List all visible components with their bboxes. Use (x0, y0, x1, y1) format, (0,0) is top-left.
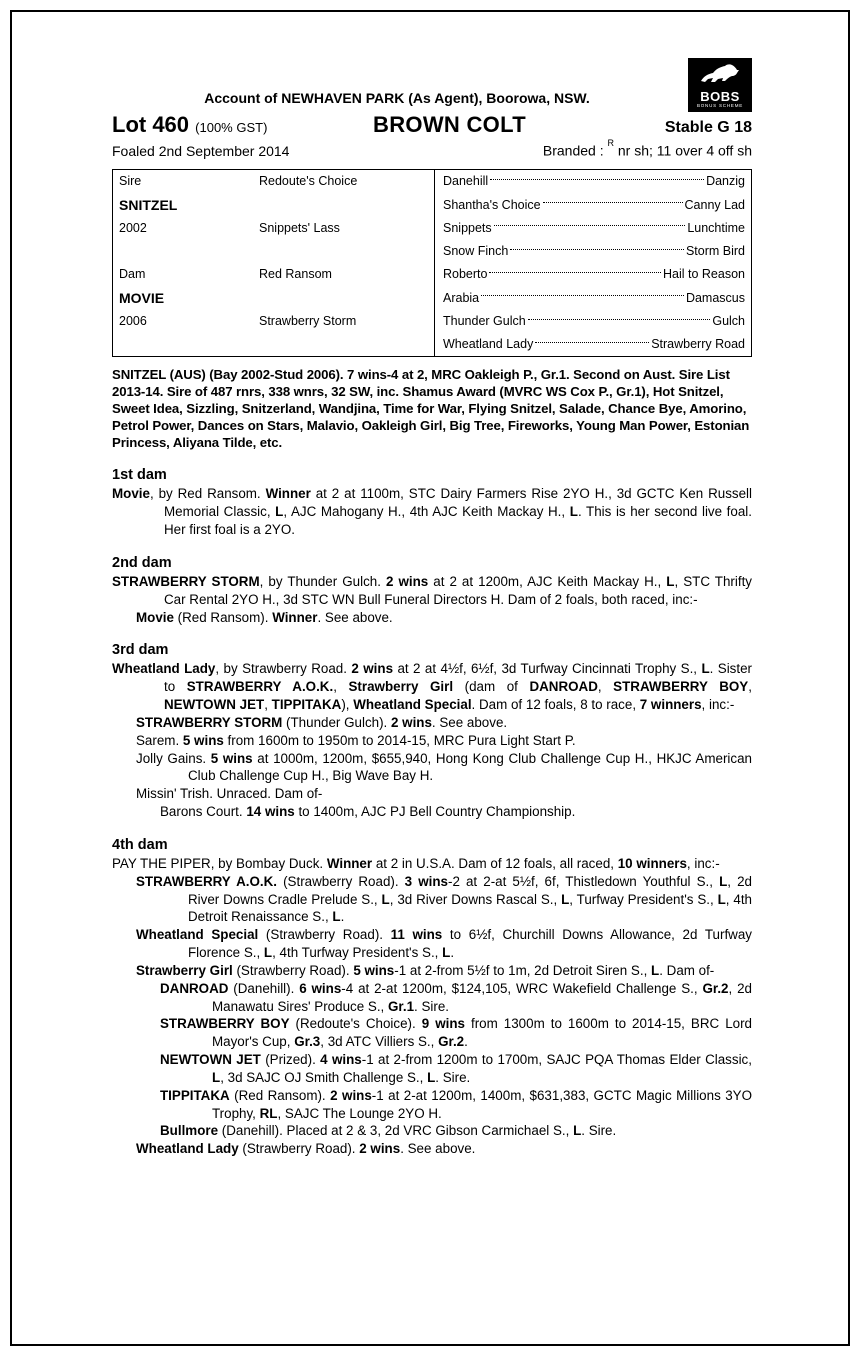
pedigree-row (435, 216, 751, 239)
page-content (112, 48, 752, 1158)
section-heading-1st-dam: 1st dam (112, 467, 167, 484)
pedigree-line: STRAWBERRY A.O.K. (Strawberry Road). 3 wins-2 at 2-at 5½f, 6f, Thistledown Youthful S., L, 2d River Downs Cradle Prelude S., L, 3d River Downs Rascal S., L, Turfway President's S., L, 4th Detroit Renaissance S., L. (136, 873, 752, 925)
great-grandparent-name: Lunchtime (687, 220, 745, 235)
pedigree-line: Sarem. 5 wins from 1600m to 1950m to 2014-15, MRC Pura Light Start P. (136, 732, 576, 748)
pedigree-row (113, 309, 434, 332)
pedigree-line: Movie (Red Ransom). Winner. See above. (136, 609, 393, 625)
foaled-branded-row (112, 138, 752, 159)
great-grandparent-name: Damascus (685, 290, 745, 305)
branded-info (412, 138, 752, 159)
sire-year: 2002 (119, 220, 147, 235)
dot-leader (543, 202, 683, 203)
grandparent-name: Shantha's Choice (443, 197, 541, 212)
pedigree-row (435, 286, 751, 309)
pedigree-row (435, 193, 751, 216)
branded-label: Branded : (542, 142, 604, 159)
bobs-logo (688, 58, 752, 112)
pedigree-line: Barons Court. 14 wins to 1400m, AJC PJ Bell Country Championship. (160, 804, 576, 820)
great-grandparent-name: Canny Lad (684, 197, 745, 212)
dot-leader (489, 272, 661, 273)
lot-number-group (112, 112, 322, 138)
pedigree-left-column (113, 170, 435, 356)
section-heading-3rd-dam: 3rd dam (112, 642, 169, 659)
pedigree-row (435, 170, 751, 193)
bobs-subtitle: BONUS SCHEME (696, 102, 744, 108)
lot-gst: (100% GST) (195, 120, 268, 135)
pedigree-row (435, 309, 751, 332)
sire-summary: SNITZEL (AUS) (Bay 2002-Stud 2006). 7 wins-4 at 2, MRC Oakleigh P., Gr.1. Second on Aust. Sire List 2013-14. Sire of 487 rnrs, 338 wnrs, 32 SW, inc. Shamus Award (MVRC WS Cox P., Gr.1), Hot Snitzel, Sweet Idea, Sizzling, Snitzerland, Wandjina, Time for War, Flying Snitzel, Salade, Chance Bye, Amorino, Petrol Power, Dances on Stars, Malavio, Oakleigh Girl, Big Tree, Fireworks, Young Man Power, Estonian Princess, Aliyana Tilde, etc. (112, 367, 750, 450)
pedigree-value: Redoute's Choice (259, 174, 358, 189)
pedigree-line: Missin' Trish. Unraced. Dam of- (136, 786, 323, 802)
grandparent-name: Roberto (443, 267, 488, 282)
dot-leader (535, 342, 649, 343)
pedigree-row (113, 286, 434, 309)
grandparent-name: Snow Finch (443, 244, 509, 259)
sire-name: SNITZEL (119, 196, 178, 213)
pedigree-line: Wheatland Lady (Strawberry Road). 2 wins. See above. (136, 1141, 476, 1157)
dot-leader (481, 295, 684, 296)
stable-label: Stable G 18 (664, 119, 752, 136)
pedigree-row (435, 240, 751, 263)
pedigree-line: DANROAD (Danehill). 6 wins-4 at 2-at 1200m, $124,105, WRC Wakefield Challenge S., Gr.2, 2d Manawatu Sires' Produce S., Gr.1. Sire. (160, 980, 752, 1014)
pedigree-line: Wheatland Lady, by Strawberry Road. 2 wins at 2 at 4½f, 6½f, 3d Turfway Cincinnati Trophy S., L. Sister to STRAWBERRY A.O.K., Strawberry Girl (dam of DANROAD, STRAWBERRY BOY, NEWTOWN JET, TIPPITAKA), Wheatland Special. Dam of 12 foals, 8 to race, 7 winners, inc:- (112, 661, 752, 713)
foaled-date: Foaled 2nd September 2014 (112, 142, 290, 159)
great-grandparent-name: Strawberry Road (651, 337, 745, 352)
pedigree-line: Movie, by Red Ransom. Winner at 2 at 1100m, STC Dairy Farmers Rise 2YO H., 3d GCTC Ken Russell Memorial Classic, L, AJC Mahogany H., 4th AJC Keith Mackay H., L. This is her second live foal. Her first foal is a 2YO. (112, 486, 752, 538)
section-heading-2nd-dam: 2nd dam (112, 554, 172, 571)
pedigree-line: NEWTOWN JET (Prized). 4 wins-1 at 2-from 1200m to 1700m, SAJC PQA Thomas Elder Classic, L, 3d SAJC OJ Smith Challenge S., L. Sire. (160, 1052, 752, 1085)
pedigree-line: Jolly Gains. 5 wins at 1000m, 1200m, $655,940, Hong Kong Club Challenge Cup H., HKJC American Club Challenge Cup H., Big Wave Bay H. (136, 750, 752, 784)
pedigree-line: Strawberry Girl (Strawberry Road). 5 wins-1 at 2-from 5½f to 1m, 2d Detroit Siren S., L. Dam of- (136, 962, 715, 978)
horse-icon (698, 58, 742, 90)
pedigree-sections (112, 467, 752, 1158)
bobs-wordmark: BOBS (700, 88, 740, 104)
pedigree-right-column (435, 170, 751, 356)
lot-number: Lot 460 (112, 112, 190, 137)
great-grandparent-name: Gulch (712, 314, 745, 329)
lot-row (112, 112, 752, 138)
dot-leader (490, 179, 704, 180)
pedigree-row (113, 170, 434, 193)
pedigree-row (113, 333, 434, 356)
pedigree-table (112, 169, 752, 357)
grandparent-name: Arabia (443, 290, 480, 305)
great-grandparent-name: Danzig (706, 174, 745, 189)
pedigree-row (113, 240, 434, 263)
pedigree-value: Red Ransom (259, 267, 332, 282)
colour-sex: BROWN COLT (373, 112, 526, 137)
pedigree-line: STRAWBERRY BOY (Redoute's Choice). 9 wins from 1300m to 1600m to 2014-15, BRC Lord Mayor's Cup, Gr.3, 3d ATC Villiers S., Gr.2. (160, 1016, 752, 1050)
pedigree-line: Bullmore (Danehill). Placed at 2 & 3, 2d VRC Gibson Carmichael S., L. Sire. (160, 1123, 617, 1139)
pedigree-row (113, 263, 434, 286)
great-grandparent-name: Hail to Reason (663, 267, 745, 282)
pedigree-value: Snippets' Lass (259, 220, 340, 235)
pedigree-value: Strawberry Storm (259, 314, 357, 329)
grandparent-name: Danehill (443, 174, 489, 189)
pedigree-line: Wheatland Special (Strawberry Road). 11 wins to 6½f, Churchill Downs Allowance, 2d Turfway Florence S., L, 4th Turfway President's S., L. (136, 927, 752, 961)
account-line: Account of NEWHAVEN PARK (As Agent), Boorowa, NSW. (204, 90, 590, 106)
pedigree-row (435, 263, 751, 286)
grandparent-name: Wheatland Lady (443, 337, 534, 352)
pedigree-line: PAY THE PIPER, by Bombay Duck. Winner at 2 in U.S.A. Dam of 12 foals, all raced, 10 winners, inc:- (112, 855, 720, 871)
grandparent-name: Snippets (443, 220, 492, 235)
pedigree-row (435, 333, 751, 356)
pedigree-row (113, 216, 434, 239)
branded-superscript: R (607, 138, 614, 148)
dam-year: 2006 (119, 314, 147, 329)
pedigree-line: STRAWBERRY STORM, by Thunder Gulch. 2 wins at 2 at 1200m, AJC Keith Mackay H., L, STC Thrifty Car Rental 2YO H., 3d STC WN Bull Funeral Directors H. Dam of 2 foals, both raced, inc:- (112, 573, 752, 607)
dot-leader (510, 249, 684, 250)
dot-leader (528, 319, 711, 320)
branded-value: nr sh; 11 over 4 off sh (617, 142, 752, 159)
dam-name: MOVIE (119, 289, 165, 306)
great-grandparent-name: Storm Bird (685, 244, 745, 259)
grandparent-name: Thunder Gulch (443, 314, 526, 329)
pedigree-row (113, 193, 434, 216)
pedigree-label: Dam (119, 267, 146, 282)
section-heading-4th-dam: 4th dam (112, 836, 168, 853)
pedigree-line: TIPPITAKA (Red Ransom). 2 wins-1 at 2-at 1200m, 1400m, $631,383, GCTC Magic Millions 3YO Trophy, RL, SAJC The Lounge 2YO H. (160, 1087, 753, 1121)
dot-leader (494, 225, 686, 226)
pedigree-line: STRAWBERRY STORM (Thunder Gulch). 2 wins. See above. (136, 714, 508, 730)
pedigree-label: Sire (119, 174, 142, 189)
